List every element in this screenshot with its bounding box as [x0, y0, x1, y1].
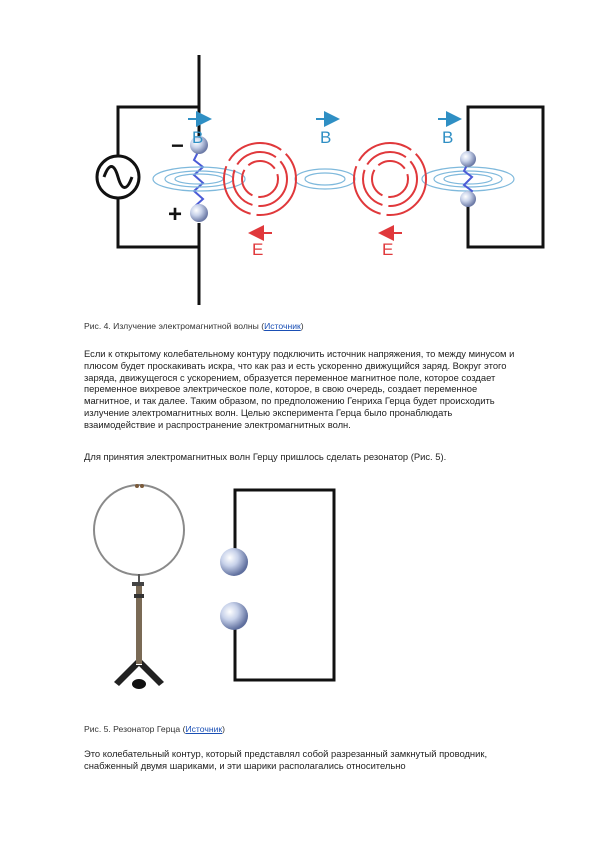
paragraph-3: Это колебательный контур, который представлял собой разрезанный замкнутый проводник, снабженный двумя шариками, и эти шарики располагались относительно	[84, 748, 488, 771]
source-link-fig4[interactable]: Источник	[264, 321, 301, 331]
electric-field-ring-left	[224, 143, 296, 215]
svg-text:E: E	[252, 240, 264, 259]
source-link-fig5[interactable]: Источник	[185, 724, 223, 734]
figure-5-hertz-resonator	[84, 470, 354, 708]
receiver-circuit	[468, 107, 543, 247]
svg-text:B: B	[192, 128, 204, 147]
emitter-ball-bottom	[190, 204, 208, 222]
figure-4-em-wave-diagram	[84, 55, 554, 305]
ac-source-icon	[97, 156, 139, 198]
plus-sign: +	[168, 201, 183, 228]
e-vector-1	[250, 233, 272, 259]
resonator-ball-bottom	[220, 602, 248, 630]
figure-4-caption: Рис. 4. Излучение электромагнитной волны (Источник)	[84, 321, 304, 331]
paragraph-1: Если к открытому колебательному контуру подключить источник напряжения, то между минусом и плюсом будет проскакивать искра, что как раз и есть ускоренно движущийся заряд. Вокруг этого заряда, движущегося с ускорением, образуется переменное магнитное поле, которое создает переменное вихревое электрическое поле, которое, в свою очередь, создает переменное магнитное, и так далее. Таким образом, по предположению Генриха Герца будет происходить излучение электромагнитных волн. Целью эксперимента Герца было пронаблюдать взаимодействие и распространение электромагнитных волн.	[84, 348, 515, 430]
receiver-ball-top	[460, 151, 476, 167]
svg-text:B: B	[442, 128, 454, 147]
paragraph-2: Для принятия электромагнитных волн Герцу пришлось сделать резонатор (Рис. 5).	[84, 451, 447, 462]
electric-field-ring-right	[354, 143, 426, 215]
magnetic-field-lines	[153, 167, 514, 191]
svg-text:B: B	[320, 128, 332, 147]
svg-text:E: E	[382, 240, 394, 259]
b-vector-3	[438, 119, 460, 147]
figure-5-caption: Рис. 5. Резонатор Герца (Источник)	[84, 724, 225, 734]
b-vector-2	[316, 119, 338, 147]
resonator-ball-top	[220, 548, 248, 576]
e-vector-2	[380, 233, 402, 259]
resonator-schematic	[192, 470, 354, 708]
receiver-ball-bottom	[460, 191, 476, 207]
minus-sign: −	[171, 133, 184, 158]
